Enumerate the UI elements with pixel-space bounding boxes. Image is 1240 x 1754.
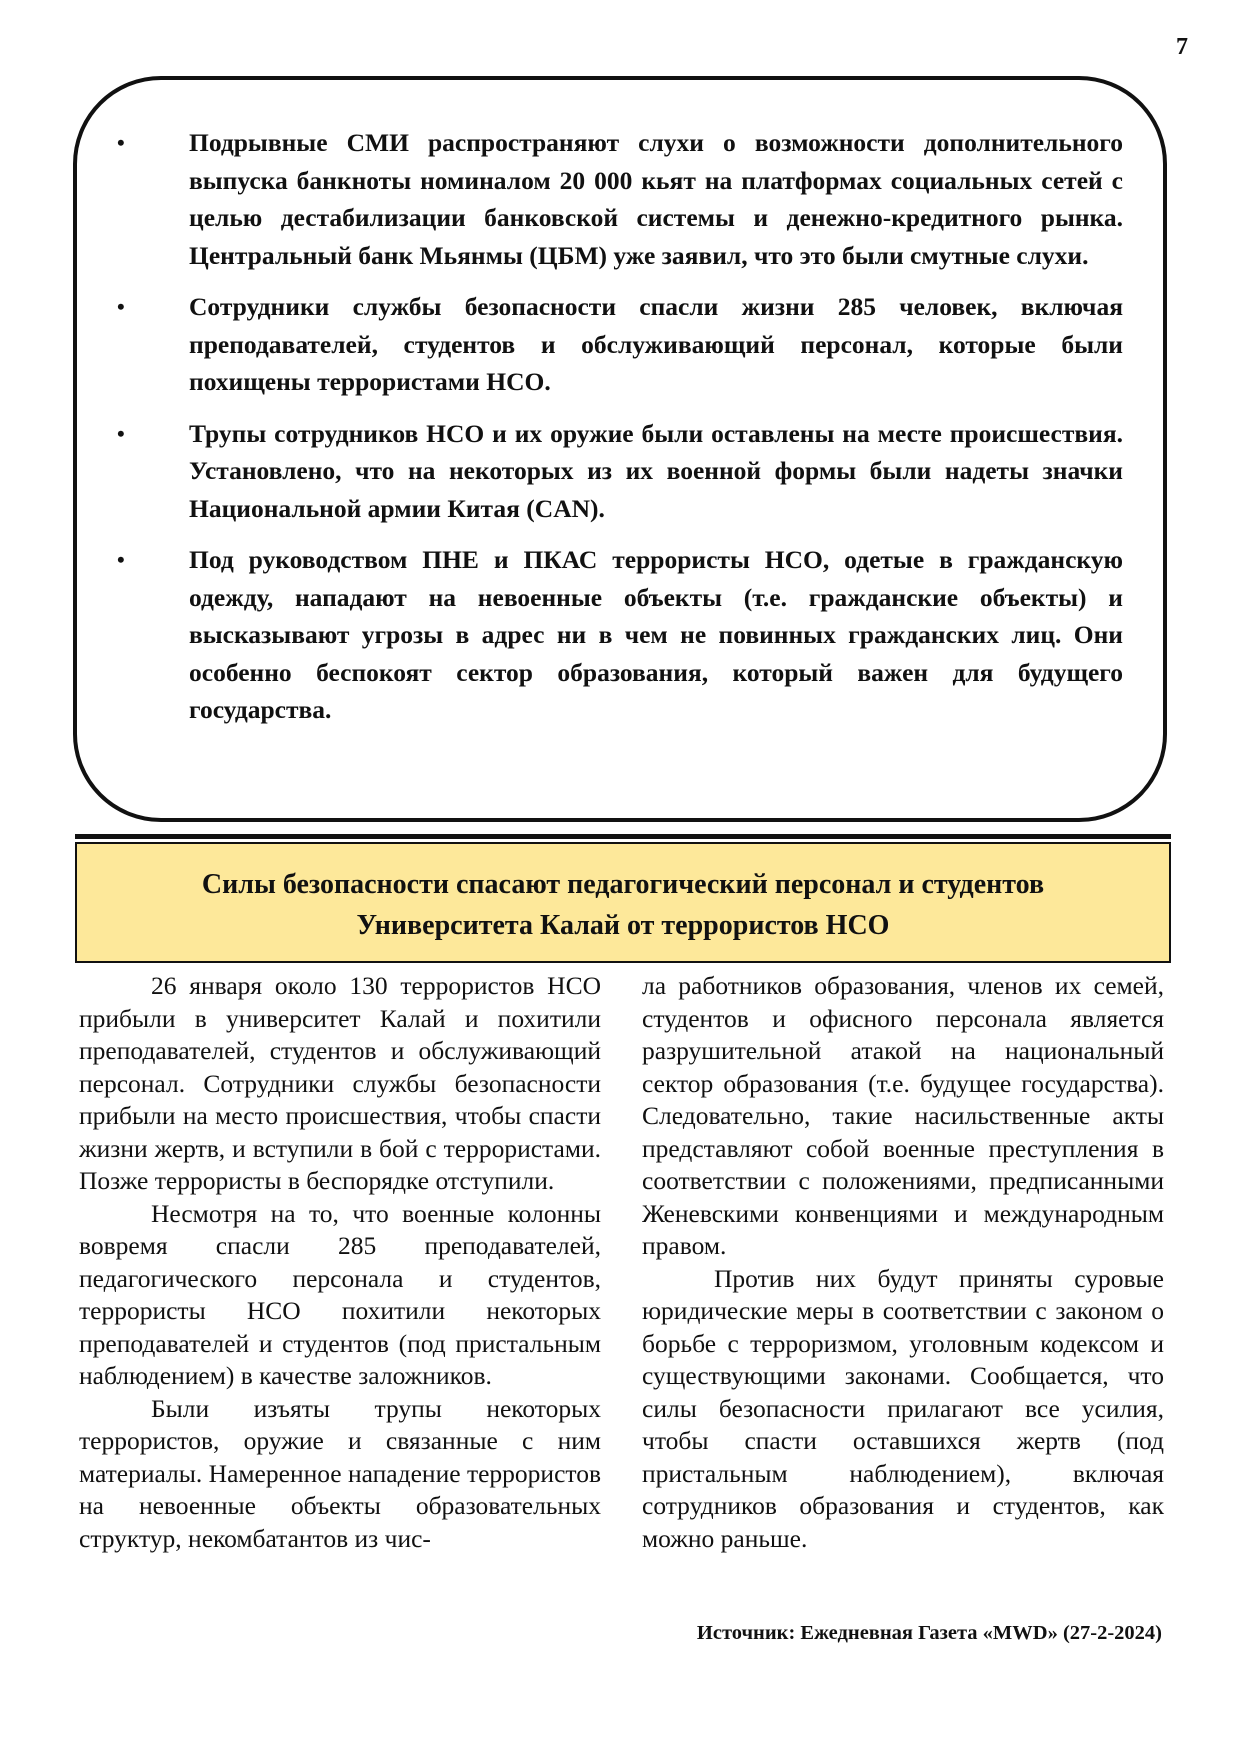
bullet-text: Подрывные СМИ распространяют слухи о возможности дополнительного выпуска банкноты номиналом 20 000 кьят на платформах социальных сетей с целью дестабилизации банковской системы и денежно-кредитного рынка. Центральный банк Мьянмы (ЦБМ) уже заявил, что это были смутные слухи.: [189, 128, 1123, 270]
article-paragraph: Были изъяты трупы некоторых террористов, оружие и связанные с ним материалы. Намеренное нападение террористов на невоенные объекты образовательных структур, некомбатантов из чис-: [79, 1393, 601, 1553]
source-line: Источник: Ежедневная Газета «MWD» (27-2-2024): [696, 1622, 1162, 1644]
page-number: 7: [1176, 34, 1188, 60]
bullet-item: [111, 541, 1123, 729]
article-paragraph: 26 января около 130 террористов НСО прибыли в университет Калай и похитили преподавателей, студентов и обслуживающий персонал. Сотрудники службы безопасности прибыли на место происшествия, чтобы спасти жизни жертв, и вступили в бой с террористами. Позже террористы в беспорядке отступили.: [79, 971, 601, 1195]
bullet-item: [111, 288, 1123, 401]
section-divider: [75, 834, 1171, 839]
article-column-right: [642, 970, 1164, 1555]
bullet-marker: •: [117, 547, 125, 572]
bullet-text: Трупы сотрудников НСО и их оружие были оставлены на месте происшествия. Установлено, что на некоторых из их военной формы были надеты значки Национальной армии Китая (CAN).: [189, 418, 1123, 523]
bullet-text: Сотрудники службы безопасности спасли жизни 285 человек, включая преподавателей, студентов и обслуживающий персонал, которые были похищены террористами НСО.: [189, 292, 1123, 396]
article-paragraph: ла работников образования, членов их семей, студентов и офисного персонала является разрушительной атакой на национальный сектор образования (т.е. будущее государства). Следовательно, такие насильственные акты представляют собой военные преступления в соответствии с положениями, предписанными Женевскими конвенциями и международным правом.: [642, 971, 1164, 1260]
article-column-left: [79, 970, 601, 1555]
article-paragraph: Несмотря на то, что военные колонны вовремя спасли 285 преподавателей, педагогического персонала и студентов, террористы НСО похитили некоторых преподавателей и студентов (под пристальным наблюдением) в качестве заложников.: [79, 1198, 601, 1390]
article-headline: [75, 842, 1171, 963]
bullet-item: [111, 124, 1123, 274]
headline-line: Силы безопасности спасают педагогический персонал и студентов: [201, 869, 1045, 900]
bullet-marker: •: [117, 294, 125, 319]
headline-line: Университета Калай от террористов НСО: [356, 910, 890, 941]
bullet-marker: •: [117, 420, 125, 446]
bullet-box: [73, 76, 1167, 822]
article-paragraph: Против них будут приняты суровые юридические меры в соответствии с законом о борьбе с терроризмом, уголовным кодексом и существующими законами. Сообщается, что силы безопасности прилагают все усилия, чтобы спасти оставшихся жертв (под пристальным наблюдением), включая сотрудников образования и студентов, как можно раньше.: [642, 1263, 1164, 1553]
bullet-item: [111, 415, 1123, 528]
bullet-marker: •: [117, 130, 125, 155]
bullet-text: Под руководством ПНЕ и ПКАС террористы НСО, одетые в гражданскую одежду, нападают на невоенные объекты (т.е. гражданские объекты) и высказывают угрозы в адрес ни в чем не повинных гражданских лиц. Они особенно беспокоят сектор образования, который важен для будущего государства.: [189, 545, 1123, 724]
bullet-list: [111, 124, 1123, 729]
